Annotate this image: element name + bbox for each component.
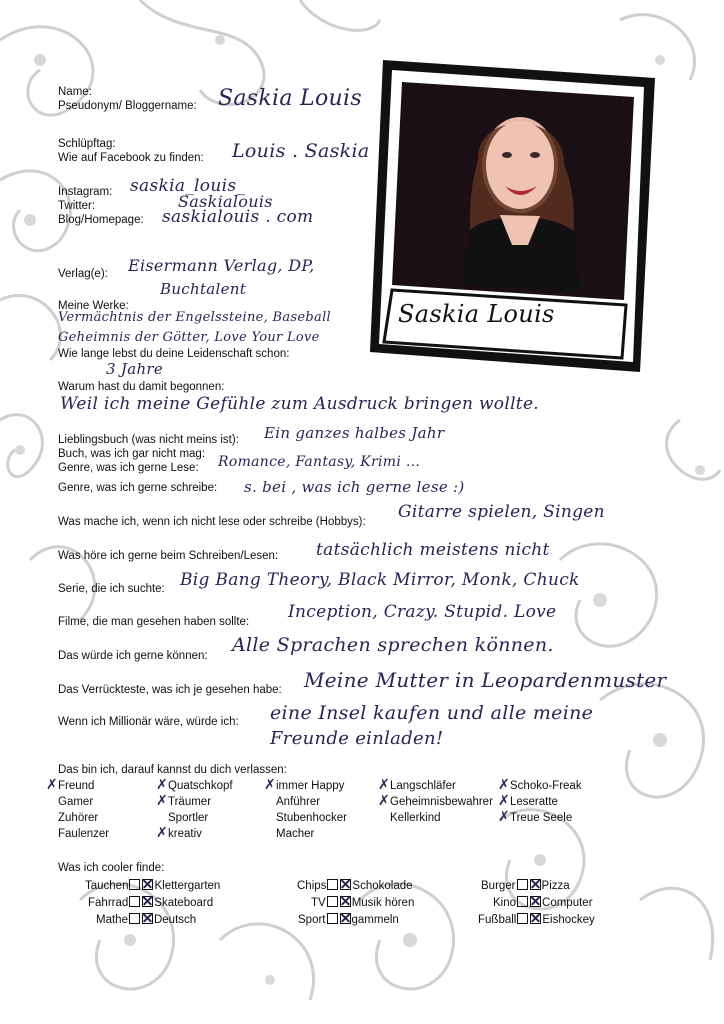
cooler-right-option[interactable]: gammeln <box>351 914 399 926</box>
check-mark-icon: ✗ <box>378 793 390 809</box>
trait-item[interactable]: Leseratte <box>510 796 558 808</box>
checkbox-left[interactable] <box>517 879 528 890</box>
passion-label: Wie lange lebst du deine Leidenschaft schon: <box>58 348 290 360</box>
cooler-right-option[interactable]: Klettergarten <box>154 880 221 892</box>
millionaire-line2: Freunde einladen! <box>270 728 444 749</box>
cooler-left-option[interactable]: Sport <box>298 914 326 926</box>
trait-item[interactable]: Quatschkopf <box>168 780 233 792</box>
cooler-left-option[interactable]: Fahrrad <box>88 897 129 909</box>
cooler-pair <box>481 879 570 893</box>
checkbox-left[interactable] <box>327 913 338 924</box>
check-mark-icon: ✗ <box>264 777 276 793</box>
checkbox-right[interactable] <box>142 879 153 890</box>
crazy-value: Meine Mutter in Leopardenmuster <box>304 668 667 692</box>
films-value: Inception, Crazy. Stupid. Love <box>288 602 557 622</box>
trait-item[interactable]: Sportler <box>168 812 209 824</box>
facebook-value: Louis . Saskia <box>232 140 370 162</box>
dislike-book-label: Buch, was ich gar nicht mag: <box>58 448 206 460</box>
cooler-right-option[interactable]: Musik hören <box>351 897 415 909</box>
facebook-label: Wie auf Facebook zu finden: <box>58 152 204 164</box>
films-label: Filme, die man gesehen haben sollte: <box>58 616 250 628</box>
instagram-value: saskia_louis_ <box>130 176 246 196</box>
cooler-right-option[interactable]: Pizza <box>541 880 570 892</box>
trait-item[interactable]: Treue Seele <box>510 812 573 824</box>
name-label: Name: <box>58 86 92 98</box>
crazy-label: Das Verrückteste, was ich je gesehen habe: <box>58 684 282 696</box>
twitter-label: Twitter: <box>58 200 96 212</box>
checkbox-right[interactable] <box>142 913 153 924</box>
checkbox-left[interactable] <box>129 879 140 890</box>
traits-title: Das bin ich, darauf kannst du dich verlassen: <box>58 764 287 776</box>
pseudonym-label: Pseudonym/ Bloggername: <box>58 100 197 112</box>
cooler-right-option[interactable]: Eishockey <box>542 914 595 926</box>
cooler-left-option[interactable]: Tauchen <box>85 880 129 892</box>
trait-item[interactable]: Stubenhocker <box>276 812 347 824</box>
checkbox-right[interactable] <box>142 896 153 907</box>
millionaire-label: Wenn ich Millionär wäre, würde ich: <box>58 716 239 728</box>
instagram-label: Instagram: <box>58 186 113 198</box>
check-mark-icon: ✗ <box>156 793 168 809</box>
check-mark-icon: ✗ <box>156 777 168 793</box>
trait-item[interactable]: Schoko-Freak <box>510 780 582 792</box>
genre-read-label: Genre, was ich gerne Lese: <box>58 462 199 474</box>
hobbies-value: Gitarre spielen, Singen <box>398 502 605 522</box>
blog-label: Blog/Homepage: <box>58 214 144 226</box>
trait-item[interactable]: Gamer <box>58 796 94 808</box>
cooler-right-option[interactable]: Computer <box>542 897 593 909</box>
trait-item[interactable]: Kellerkind <box>390 812 441 824</box>
cooler-right-option[interactable]: Deutsch <box>153 914 197 926</box>
genre-write-label: Genre, was ich gerne schreibe: <box>58 482 218 494</box>
check-mark-icon: ✗ <box>46 777 58 793</box>
cooler-pair <box>311 896 414 910</box>
works-line2: Geheimnis der Götter, Love Your Love <box>58 330 320 345</box>
trait-item[interactable]: Freund <box>58 780 95 792</box>
cooler-left-option[interactable]: Mathe <box>96 914 128 926</box>
trait-item[interactable]: kreativ <box>168 828 202 840</box>
cooler-left-option[interactable]: Burger <box>481 880 516 892</box>
wish-label: Das würde ich gerne können: <box>58 650 208 662</box>
trait-item[interactable]: Macher <box>276 828 315 840</box>
passion-value: 3 Jahre <box>106 360 164 378</box>
trait-item[interactable]: Träumer <box>168 796 212 808</box>
cooler-title: Was ich cooler finde: <box>58 862 165 874</box>
photo-signature: Saskia Louis <box>398 300 555 328</box>
check-mark-icon: ✗ <box>378 777 390 793</box>
cooler-left-option[interactable]: Chips <box>297 880 327 892</box>
trait-item[interactable]: immer Happy <box>276 780 345 792</box>
works-label: Meine Werke: <box>58 300 129 312</box>
music-label: Was höre ich gerne beim Schreiben/Lesen: <box>58 550 279 562</box>
cooler-pair <box>493 896 593 910</box>
cooler-pair <box>85 879 220 893</box>
genre-write-value: s. bei , was ich gerne lese :) <box>244 478 465 496</box>
cooler-pair <box>96 913 196 927</box>
check-mark-icon: ✗ <box>156 825 168 841</box>
trait-item[interactable]: Langschläfer <box>390 780 456 792</box>
why-label: Warum hast du damit begonnen: <box>58 381 225 393</box>
checkbox-right[interactable] <box>340 879 351 890</box>
wish-value: Alle Sprachen sprechen können. <box>232 634 554 656</box>
check-mark-icon: ✗ <box>498 793 510 809</box>
cooler-left-option[interactable]: Kino <box>493 897 517 909</box>
checkbox-left[interactable] <box>327 896 338 907</box>
birthday-label: Schlüpftag: <box>58 138 116 150</box>
trait-item[interactable]: Anführer <box>276 796 321 808</box>
genre-read-value: Romance, Fantasy, Krimi ... <box>218 454 421 470</box>
check-mark-icon: ✗ <box>498 777 510 793</box>
millionaire-line1: eine Insel kaufen und alle meine <box>270 702 594 724</box>
checkbox-left[interactable] <box>129 913 140 924</box>
cooler-pair <box>88 896 213 910</box>
checkbox-left[interactable] <box>129 896 140 907</box>
music-value: tatsächlich meistens nicht <box>316 540 550 560</box>
publisher-label: Verlag(e): <box>58 268 108 280</box>
cooler-pair <box>297 879 413 893</box>
cooler-right-option[interactable]: Skateboard <box>154 897 214 909</box>
cooler-left-option[interactable]: TV <box>311 897 326 909</box>
publisher-line2: Buchtalent <box>160 280 247 298</box>
publisher-line1: Eisermann Verlag, DP, <box>128 256 315 275</box>
trait-item[interactable]: Faulenzer <box>58 828 110 840</box>
checkbox-right[interactable] <box>530 913 541 924</box>
why-value: Weil ich meine Gefühle zum Ausdruck bringen wollte. <box>60 394 540 414</box>
checkbox-right[interactable] <box>530 896 541 907</box>
trait-item[interactable]: Geheimnisbewahrer <box>390 796 493 808</box>
checkbox-left[interactable] <box>327 879 338 890</box>
series-value: Big Bang Theory, Black Mirror, Monk, Chuck <box>180 570 580 590</box>
check-mark-icon: ✗ <box>498 809 510 825</box>
checkbox-left[interactable] <box>517 913 528 924</box>
checkbox-right[interactable] <box>530 879 541 890</box>
series-label: Serie, die ich suchte: <box>58 583 165 595</box>
twitter-value: Saskialouis <box>178 192 273 211</box>
cooler-left-option[interactable]: Fußball <box>478 914 517 926</box>
checkbox-right[interactable] <box>340 896 351 907</box>
fav-book-value: Ein ganzes halbes Jahr <box>264 424 445 442</box>
checkbox-left[interactable] <box>517 896 528 907</box>
cooler-pair <box>478 913 595 927</box>
cooler-pair <box>298 913 399 927</box>
pseudonym-value: Saskia Louis <box>218 86 362 111</box>
checkbox-right[interactable] <box>340 913 351 924</box>
cooler-right-option[interactable]: Schokolade <box>352 880 413 892</box>
trait-item[interactable]: Zuhörer <box>58 812 99 824</box>
hobbies-label: Was mache ich, wenn ich nicht lese oder schreibe (Hobbys): <box>58 516 366 528</box>
works-line1: Vermächtnis der Engelssteine, Baseball <box>58 310 331 325</box>
blog-value: saskialouis . com <box>162 207 314 227</box>
fav-book-label: Lieblingsbuch (was nicht meins ist): <box>58 434 239 446</box>
